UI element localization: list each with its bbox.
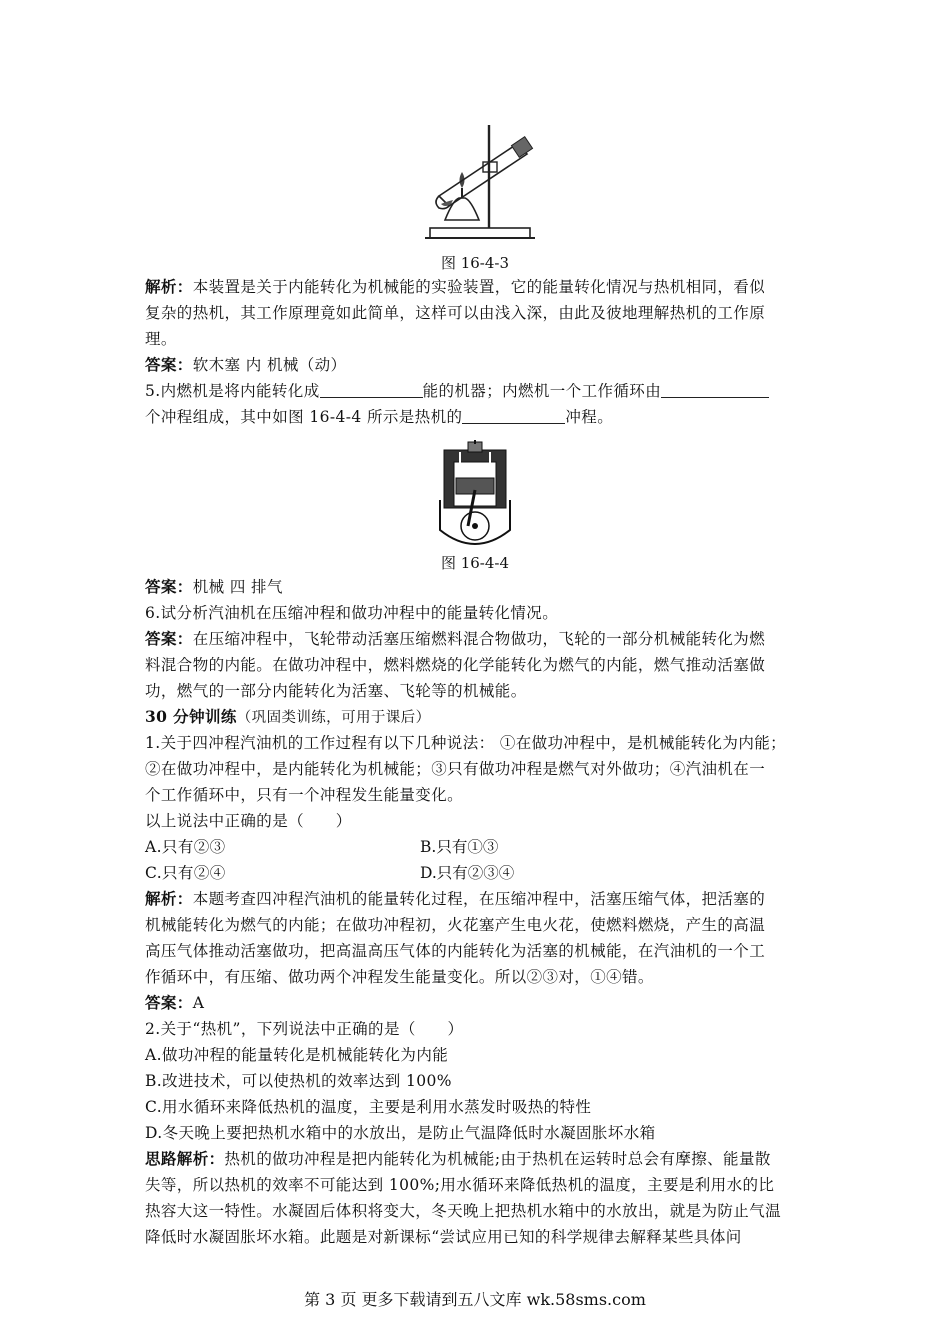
analysis-label: 解析： — [145, 889, 193, 908]
option-c: C.用水循环来降低热机的温度，主要是利用水蒸发时吸热的特性 — [145, 1098, 592, 1116]
question-5-line: 5.内燃机是将内能转化成 能的机器；内燃机一个工作循环由 — [145, 378, 810, 404]
question-1-line: 1.关于四冲程汽油机的工作过程有以下几种说法： ①在做功冲程中，是机械能转化为内能； — [145, 734, 787, 752]
engine-cylinder-figure — [430, 440, 520, 550]
option-b: B.只有①③ — [420, 838, 499, 856]
page-footer: 第 3 页 更多下载请到五八文库 wk.58sms.com — [304, 1290, 646, 1309]
answer-line: 答案：软木塞 内 机械（动） — [145, 355, 347, 374]
analysis-line: 作循环中，有压缩、做功两个冲程发生能量变化。所以②③对，①④错。 — [145, 968, 654, 986]
analysis-line: 降低时水凝固胀坏水箱。此题是对新课标“尝试应用已知的科学规律去解释某些具体问 — [145, 1228, 742, 1246]
question-2: 2.关于“热机”，下列说法中正确的是（ ） — [145, 1020, 464, 1038]
analysis-line: 机械能转化为燃气的内能；在做功冲程初，火花塞产生电火花，使燃料燃烧，产生的高温 — [145, 916, 766, 934]
option-a: A.只有②③ — [145, 838, 226, 856]
section-heading — [145, 704, 810, 731]
figure-caption-16-4-3: 图 16-4-3 — [440, 254, 510, 272]
answer-line: 料混合物的内能。在做功冲程中，燃料燃烧的化学能转化为燃气的内能，燃气推动活塞做 — [145, 656, 766, 674]
analysis-label: 思路解析： — [145, 1149, 225, 1168]
answer-line: 答案：在压缩冲程中，飞轮带动活塞压缩燃料混合物做功，飞轮的一部分机械能转化为燃 — [145, 629, 766, 648]
analysis-line: 热容大这一特性。水凝固后体积将变大，冬天晚上把热机水箱中的水放出，就是为防止气温 — [145, 1202, 782, 1220]
section-title: 30 分钟训练 — [145, 707, 237, 726]
analysis-line: 复杂的热机，其工作原理竟如此简单，这样可以由浅入深，由此及彼地理解热机的工作原 — [145, 304, 766, 322]
answer-label: 答案： — [145, 355, 193, 374]
fill-blank[interactable] — [320, 380, 423, 398]
option-d: D.只有②③④ — [420, 864, 515, 882]
answer-label: 答案： — [145, 993, 193, 1012]
analysis-line: 失等，所以热机的效率不可能达到 100%;用水循环来降低热机的温度，主要是利用水的比 — [145, 1176, 775, 1194]
analysis-line: 高压气体推动活塞做功，把高温高压气体的内能转化为活塞的机械能，在汽油机的一个工 — [145, 942, 766, 960]
answer-label: 答案： — [145, 629, 193, 648]
test-tube-apparatus-figure — [415, 120, 545, 245]
option-b: B.改进技术，可以使热机的效率达到 100% — [145, 1072, 452, 1090]
section-subtitle: （巩固类训练，可用于课后） — [236, 710, 431, 726]
question-1-line: ②在做功冲程中，是内能转化为机械能；③只有做功冲程是燃气对外做功；④汽油机在一 — [145, 760, 766, 778]
fill-blank[interactable] — [661, 380, 769, 398]
analysis-line: 思路解析：热机的做功冲程是把内能转化为机械能;由于热机在运转时总会有摩擦、能量散 — [145, 1149, 771, 1168]
answer-label: 答案： — [145, 577, 193, 596]
fill-blank[interactable] — [462, 406, 565, 424]
answer-line: 答案：机械 四 排气 — [145, 577, 283, 596]
option-a: A.做功冲程的能量转化是机械能转化为内能 — [145, 1046, 449, 1064]
analysis-line: 解析：本题考查四冲程汽油机的能量转化过程，在压缩冲程中，活塞压缩气体，把活塞的 — [145, 889, 766, 908]
option-d: D.冬天晚上要把热机水箱中的水放出，是防止气温降低时水凝固胀坏水箱 — [145, 1124, 656, 1142]
question-1-line: 以上说法中正确的是（ ） — [145, 812, 352, 830]
question-6: 6.试分析汽油机在压缩冲程和做功冲程中的能量转化情况。 — [145, 604, 559, 622]
analysis-label: 解析： — [145, 277, 193, 296]
option-c: C.只有②④ — [145, 864, 226, 882]
figure-caption-16-4-4: 图 16-4-4 — [440, 554, 510, 572]
answer-line: 功，燃气的一部分内能转化为活塞、飞轮等的机械能。 — [145, 682, 527, 700]
answer-line: 答案：A — [145, 993, 205, 1012]
question-1-line: 个工作循环中，只有一个冲程发生能量变化。 — [145, 786, 464, 804]
analysis-line: 理。 — [145, 330, 177, 348]
question-5-line: 个冲程组成，其中如图 16-4-4 所示是热机的 冲程。 — [145, 408, 614, 426]
analysis-line: 解析：本装置是关于内能转化为机械能的实验装置，它的能量转化情况与热机相同，看似 — [145, 277, 766, 296]
